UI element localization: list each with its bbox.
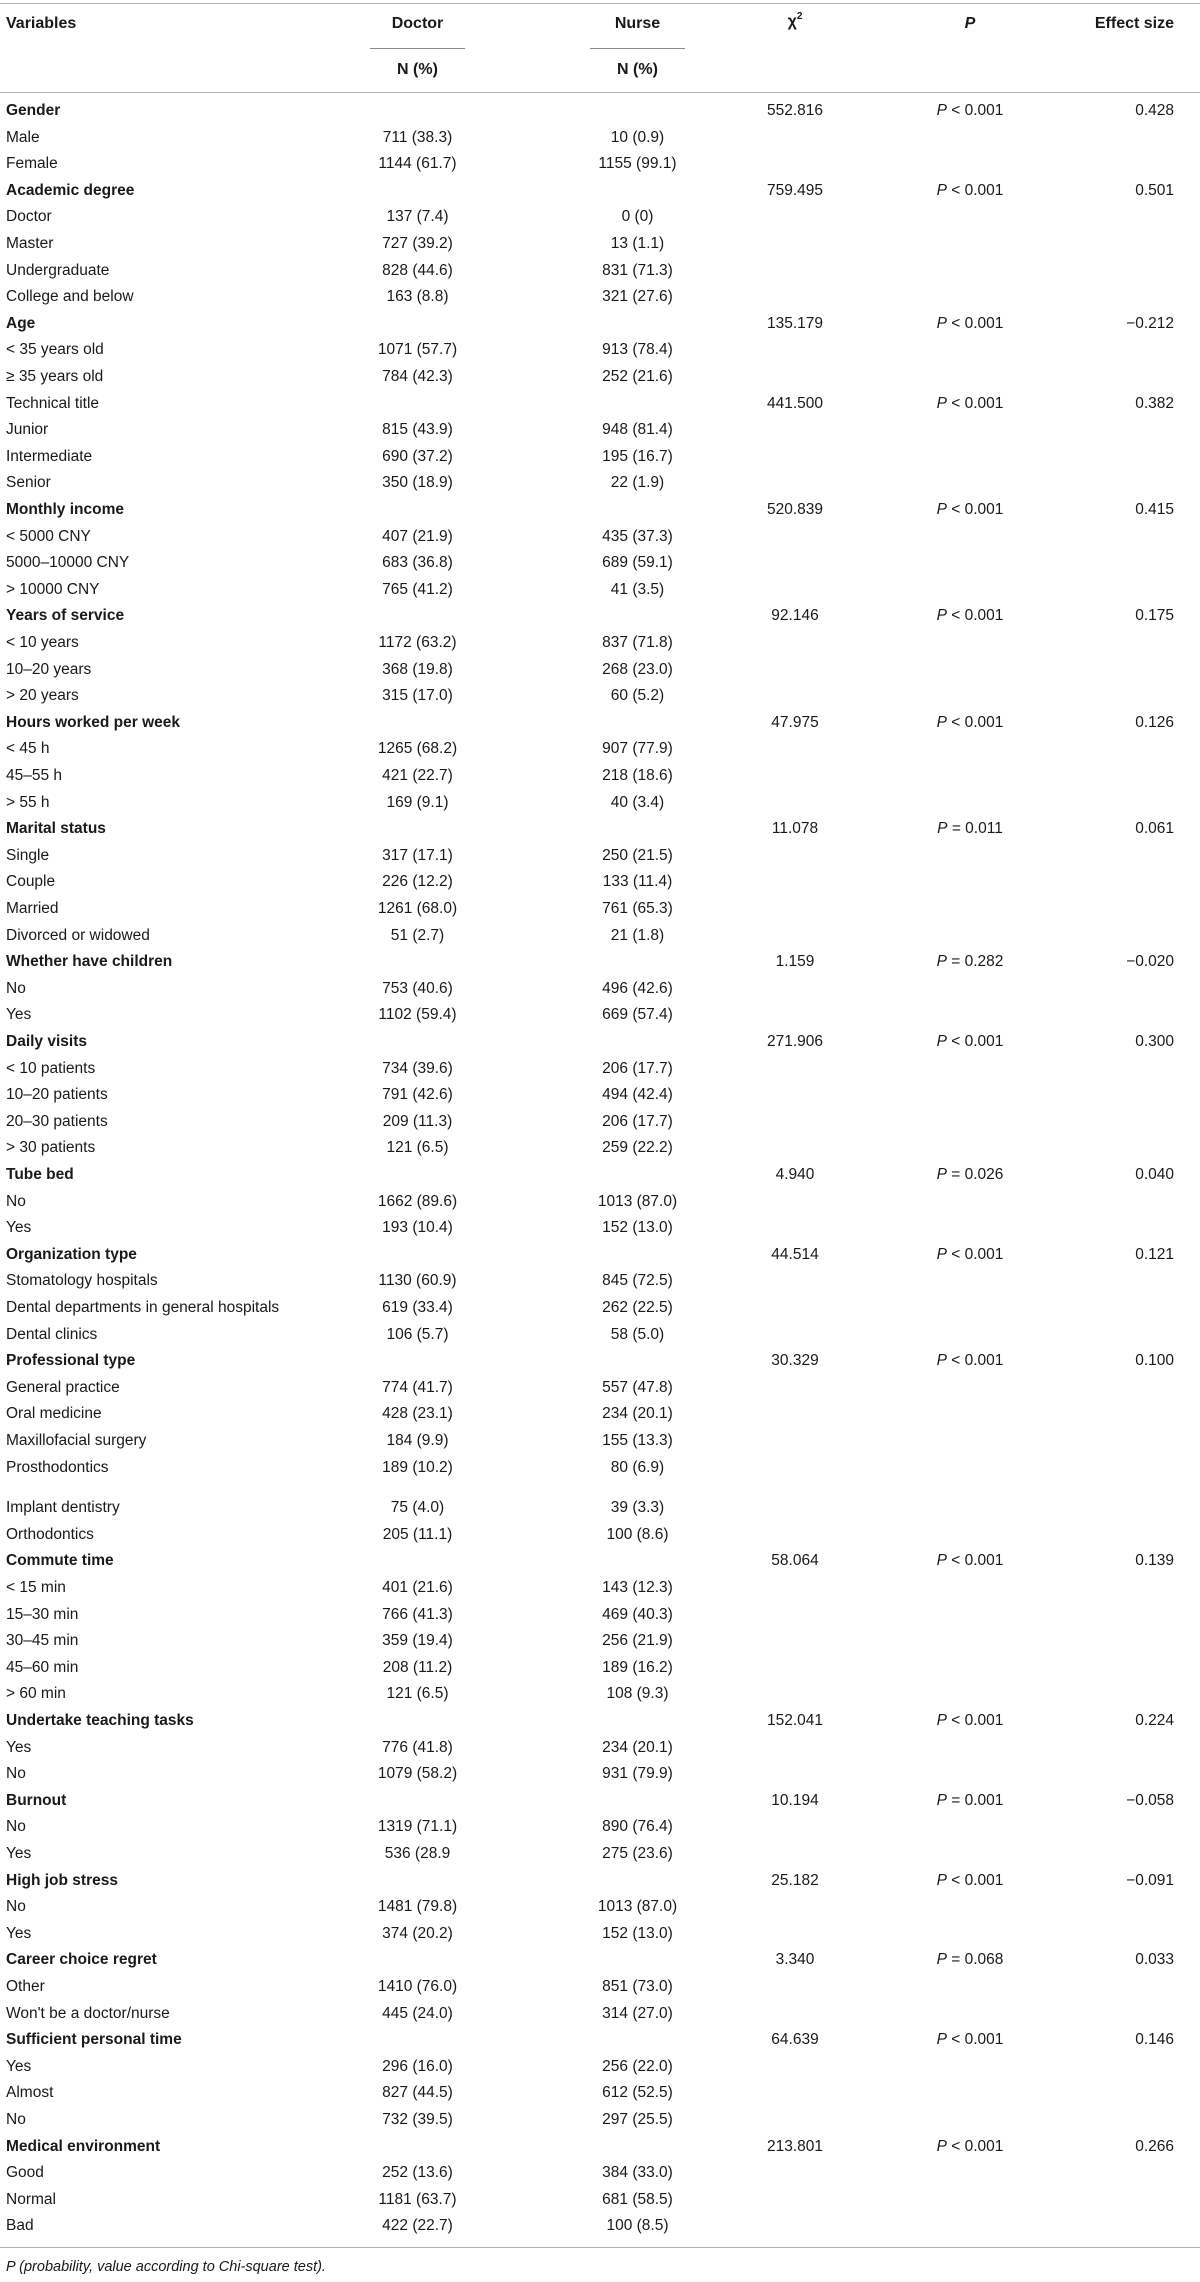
p-value: P < 0.001	[936, 607, 1004, 625]
chi-square-value: 520.839	[766, 501, 824, 518]
table-bottom-rule	[0, 2247, 1200, 2248]
nurse-count: 195 (16.7)	[602, 447, 673, 465]
category-label: Implant dentistry	[6, 1499, 120, 1517]
effect-size-value: 0.415	[1135, 501, 1174, 518]
effect-size-value: 0.266	[1135, 2137, 1174, 2155]
nurse-count: 10 (0.9)	[610, 128, 665, 146]
nurse-count: 1155 (99.1)	[598, 155, 677, 173]
variable-heading: High job stress	[6, 1871, 118, 1889]
header-chi-square: $\chi^2$	[787, 11, 803, 30]
nurse-count: 314 (27.0)	[602, 2004, 673, 2022]
nurse-count: 39 (3.3)	[610, 1499, 665, 1517]
doctor-count: 428 (23.1)	[382, 1405, 453, 1423]
effect-size-value: −0.020	[1126, 953, 1174, 971]
category-label: > 30 patients	[6, 1139, 96, 1157]
chi-square-value: 47.975	[771, 713, 819, 731]
doctor-count: 732 (39.5)	[382, 2111, 453, 2128]
doctor-count: 1662 (89.6)	[377, 1192, 458, 1210]
category-label: No	[6, 2111, 26, 2128]
effect-size-value: 0.040	[1135, 1166, 1174, 1183]
variable-heading: Organization type	[6, 1245, 137, 1263]
effect-size-value: 0.382	[1135, 394, 1174, 412]
nurse-count: 234 (20.1)	[602, 1405, 673, 1423]
nurse-count: 218 (18.6)	[602, 767, 673, 784]
nurse-count: 21 (1.8)	[610, 926, 665, 944]
nurse-count: 206 (17.7)	[602, 1112, 673, 1130]
doctor-count: 208 (11.2)	[382, 1658, 453, 1676]
nurse-count: 80 (6.9)	[610, 1458, 665, 1476]
nurse-count: 40 (3.4)	[610, 793, 665, 811]
chi-square-value: 10.194	[771, 1791, 819, 1809]
chi-square-value: 441.500	[766, 394, 824, 412]
doctor-count: 137 (7.4)	[386, 208, 449, 226]
doctor-count: 374 (20.2)	[382, 1924, 453, 1942]
category-label: 30–45 min	[6, 1632, 79, 1650]
nurse-count: 41 (3.5)	[610, 580, 665, 598]
chi-square-value: 44.514	[771, 1245, 819, 1263]
header-p: P	[964, 15, 976, 32]
variable-heading: Technical title	[6, 394, 100, 412]
category-label: < 45 h	[6, 740, 50, 758]
nurse-count: 612 (52.5)	[602, 2084, 673, 2102]
category-label: Yes	[6, 1738, 32, 1756]
nurse-count: 297 (25.5)	[602, 2111, 673, 2128]
doctor-count: 536 (28.9	[384, 1845, 451, 1862]
effect-size-value: 0.224	[1135, 1712, 1174, 1729]
nurse-count: 0 (0)	[621, 208, 654, 226]
category-label: < 35 years old	[6, 341, 104, 359]
p-value: P = 0.011	[937, 820, 1003, 838]
category-label: 10–20 patients	[6, 1086, 108, 1104]
doctor-count: 422 (22.7)	[382, 2217, 453, 2235]
variable-heading: Whether have children	[6, 953, 173, 971]
variable-heading: Career choice regret	[6, 1951, 157, 1969]
chi-square-value: 135.179	[766, 314, 824, 332]
doctor-count: 359 (19.4)	[382, 1632, 453, 1650]
effect-size-value: 0.061	[1135, 820, 1174, 838]
nurse-count: 256 (22.0)	[602, 2057, 673, 2075]
header-npct-nurse: N (%)	[617, 61, 658, 78]
chi-square-value: 58.064	[771, 1552, 819, 1570]
category-label: Yes	[6, 1924, 32, 1942]
doctor-count: 121 (6.5)	[386, 1139, 449, 1157]
doctor-count: 690 (37.2)	[382, 447, 453, 465]
nurse-count: 189 (16.2)	[602, 1658, 673, 1676]
effect-size-value: 0.428	[1135, 102, 1174, 119]
effect-size-value: 0.139	[1135, 1552, 1174, 1570]
p-value: P < 0.001	[936, 314, 1004, 332]
p-value: P < 0.001	[936, 501, 1004, 518]
category-label: No	[6, 979, 26, 997]
nurse-count: 100 (8.5)	[606, 2217, 669, 2235]
nurse-count: 1013 (87.0)	[597, 1898, 678, 1916]
category-label: 20–30 patients	[6, 1112, 108, 1130]
nurse-count: 469 (40.3)	[602, 1605, 673, 1623]
chi-square-value: 92.146	[771, 607, 819, 625]
doctor-count: 1071 (57.7)	[377, 341, 458, 359]
doctor-count: 445 (24.0)	[382, 2004, 453, 2022]
doctor-count: 184 (9.9)	[386, 1432, 449, 1449]
variable-heading: Monthly income	[6, 501, 124, 518]
doctor-count: 1144 (61.7)	[378, 155, 457, 173]
p-value: P = 0.026	[936, 1166, 1004, 1183]
category-label: Master	[6, 235, 54, 252]
nurse-count: 496 (42.6)	[602, 979, 673, 997]
doctor-count: 226 (12.2)	[382, 873, 453, 891]
chi-square-value: 4.940	[775, 1166, 815, 1183]
variable-heading: Medical environment	[6, 2137, 161, 2155]
p-value: P < 0.001	[936, 1245, 1004, 1263]
category-label: Good	[6, 2164, 44, 2182]
effect-size-value: 0.033	[1135, 1951, 1174, 1969]
nurse-count: 256 (21.9)	[602, 1632, 673, 1650]
category-label: < 10 patients	[6, 1059, 96, 1077]
category-label: Stomatology hospitals	[6, 1272, 158, 1290]
variable-heading: Age	[6, 314, 36, 332]
chi-square-value: 152.041	[766, 1712, 824, 1729]
effect-size-value: −0.212	[1126, 314, 1174, 332]
doctor-count: 766 (41.3)	[382, 1605, 453, 1623]
chi-square-value: 11.078	[771, 820, 819, 838]
p-value: P < 0.001	[936, 713, 1004, 731]
category-label: Dental clinics	[6, 1325, 98, 1343]
chi-square-value: 3.340	[775, 1951, 815, 1969]
variable-heading: Tube bed	[6, 1166, 74, 1183]
category-label: Intermediate	[6, 447, 93, 465]
nurse-count: 60 (5.2)	[610, 687, 665, 705]
doctor-count: 765 (41.2)	[382, 580, 453, 598]
doctor-count: 1172 (63.2)	[378, 634, 457, 651]
category-label: College and below	[6, 288, 134, 306]
category-label: 45–60 min	[6, 1658, 79, 1676]
category-label: Married	[6, 900, 59, 917]
doctor-count: 827 (44.5)	[382, 2084, 453, 2102]
doctor-count: 317 (17.1)	[382, 846, 453, 864]
variable-heading: Daily visits	[6, 1033, 87, 1050]
variable-heading: Sufficient personal time	[6, 2031, 182, 2049]
doctor-count: 163 (8.8)	[386, 288, 449, 306]
nurse-count: 681 (58.5)	[602, 2190, 673, 2208]
doctor-count: 169 (9.1)	[386, 793, 449, 811]
nurse-count: 259 (22.2)	[602, 1139, 673, 1157]
nurse-count: 890 (76.4)	[602, 1818, 673, 1836]
p-value: P < 0.001	[936, 2137, 1004, 2155]
category-label: No	[6, 1765, 26, 1783]
doctor-count: 1102 (59.4)	[378, 1006, 457, 1024]
p-value: P < 0.001	[936, 394, 1004, 412]
doctor-count: 791 (42.6)	[382, 1086, 453, 1104]
doctor-count: 734 (39.6)	[382, 1059, 453, 1077]
doctor-count: 407 (21.9)	[382, 527, 453, 545]
doctor-count: 421 (22.7)	[382, 767, 453, 784]
category-label: > 10000 CNY	[6, 580, 100, 598]
nurse-count: 22 (1.9)	[610, 474, 665, 492]
nurse-count: 761 (65.3)	[602, 900, 673, 917]
doctor-count: 350 (18.9)	[382, 474, 453, 492]
category-label: No	[6, 1818, 26, 1836]
chi-square-value: 213.801	[766, 2137, 824, 2155]
doctor-count: 368 (19.8)	[382, 660, 453, 678]
category-label: Yes	[6, 2057, 32, 2075]
nurse-count: 907 (77.9)	[602, 740, 673, 758]
nurse-count: 845 (72.5)	[602, 1272, 673, 1290]
chi-square-value: 64.639	[771, 2031, 819, 2049]
variable-heading: Professional type	[6, 1352, 136, 1370]
effect-size-value: 0.126	[1135, 713, 1174, 731]
doctor-count: 1261 (68.0)	[377, 900, 458, 917]
doctor-header-underline	[370, 48, 465, 49]
category-label: < 10 years	[6, 634, 79, 651]
category-label: Divorced or widowed	[6, 926, 150, 944]
nurse-count: 262 (22.5)	[602, 1299, 673, 1316]
doctor-count: 315 (17.0)	[382, 687, 453, 705]
doctor-count: 784 (42.3)	[382, 368, 453, 385]
table-top-rule	[0, 3, 1200, 4]
doctor-count: 727 (39.2)	[382, 235, 453, 252]
p-value: P = 0.282	[936, 953, 1004, 971]
category-label: Doctor	[6, 208, 52, 226]
chi-square-value: 271.906	[766, 1033, 824, 1050]
category-label: Prosthodontics	[6, 1458, 109, 1476]
category-label: Senior	[6, 474, 51, 492]
chi-square-value: 25.182	[771, 1871, 819, 1889]
header-effect-size: Effect size	[1094, 15, 1174, 32]
doctor-count: 619 (33.4)	[382, 1299, 453, 1316]
doctor-count: 252 (13.6)	[382, 2164, 453, 2182]
doctor-count: 774 (41.7)	[382, 1378, 453, 1396]
category-label: Bad	[6, 2217, 34, 2235]
nurse-count: 252 (21.6)	[602, 368, 673, 385]
category-label: No	[6, 1192, 26, 1210]
header-bottom-rule	[0, 92, 1200, 93]
nurse-count: 234 (20.1)	[602, 1738, 673, 1756]
doctor-count: 209 (11.3)	[382, 1112, 453, 1130]
variable-heading: Hours worked per week	[6, 713, 181, 731]
doctor-count: 401 (21.6)	[382, 1579, 453, 1596]
nurse-count: 435 (37.3)	[602, 527, 673, 545]
table-footnote: P (probability, value according to Chi-square test).	[6, 2259, 326, 2275]
nurse-count: 100 (8.6)	[606, 1525, 669, 1543]
nurse-count: 206 (17.7)	[602, 1059, 673, 1077]
doctor-count: 121 (6.5)	[386, 1685, 449, 1703]
effect-size-value: 0.100	[1135, 1352, 1174, 1370]
doctor-count: 683 (36.8)	[382, 554, 453, 572]
nurse-count: 155 (13.3)	[602, 1432, 673, 1449]
category-label: 45–55 h	[6, 767, 63, 784]
effect-size-value: 0.300	[1135, 1033, 1174, 1050]
category-label: Couple	[6, 873, 56, 891]
header-variables: Variables	[6, 15, 77, 32]
variable-heading: Academic degree	[6, 181, 135, 199]
nurse-count: 152 (13.0)	[602, 1219, 673, 1237]
category-label: General practice	[6, 1378, 120, 1396]
doctor-count: 1410 (76.0)	[377, 1978, 458, 1995]
nurse-count: 689 (59.1)	[602, 554, 673, 572]
category-label: < 5000 CNY	[6, 527, 91, 545]
nurse-count: 108 (9.3)	[606, 1685, 669, 1703]
doctor-count: 1181 (63.7)	[378, 2190, 457, 2208]
nurse-count: 13 (1.1)	[610, 235, 665, 252]
effect-size-value: −0.058	[1126, 1791, 1174, 1809]
nurse-count: 275 (23.6)	[602, 1845, 673, 1862]
doctor-count: 189 (10.2)	[382, 1458, 453, 1476]
category-label: Orthodontics	[6, 1525, 94, 1543]
p-value: P < 0.001	[936, 1352, 1004, 1370]
category-label: Normal	[6, 2190, 56, 2208]
category-label: Junior	[6, 421, 49, 439]
category-label: > 55 h	[6, 793, 50, 811]
doctor-count: 1130 (60.9)	[378, 1272, 457, 1290]
doctor-count: 776 (41.8)	[382, 1738, 453, 1756]
chi-square-value: 759.495	[766, 181, 824, 199]
chi-square-value: 30.329	[771, 1352, 819, 1370]
effect-size-value: 0.146	[1135, 2031, 1174, 2049]
doctor-count: 51 (2.7)	[390, 926, 445, 944]
effect-size-value: 0.175	[1135, 607, 1174, 625]
category-label: Undergraduate	[6, 261, 110, 279]
nurse-count: 143 (12.3)	[602, 1579, 673, 1596]
doctor-count: 296 (16.0)	[382, 2057, 453, 2075]
doctor-count: 1265 (68.2)	[377, 740, 458, 758]
nurse-count: 913 (78.4)	[602, 341, 673, 359]
p-value: P < 0.001	[936, 1871, 1004, 1889]
category-label: Female	[6, 155, 58, 173]
nurse-count: 948 (81.4)	[602, 421, 673, 439]
nurse-count: 133 (11.4)	[602, 873, 673, 891]
category-label: Dental departments in general hospitals	[6, 1299, 280, 1316]
doctor-count: 815 (43.9)	[382, 421, 453, 439]
p-value: P = 0.001	[936, 1791, 1004, 1809]
nurse-count: 837 (71.8)	[602, 634, 673, 651]
category-label: 10–20 years	[6, 660, 92, 678]
chi-square-value: 1.159	[775, 953, 815, 971]
variable-heading: Burnout	[6, 1791, 67, 1809]
nurse-count: 557 (47.8)	[602, 1378, 673, 1396]
p-value: P = 0.068	[936, 1951, 1004, 1969]
nurse-count: 250 (21.5)	[602, 846, 673, 864]
category-label: 15–30 min	[6, 1605, 79, 1623]
category-label: > 60 min	[6, 1685, 66, 1703]
nurse-count: 931 (79.9)	[602, 1765, 673, 1783]
doctor-count: 711 (38.3)	[382, 128, 453, 146]
category-label: Other	[6, 1978, 45, 1995]
category-label: Male	[6, 128, 40, 146]
variable-heading: Commute time	[6, 1552, 114, 1570]
category-label: Won't be a doctor/nurse	[6, 2004, 170, 2022]
p-value: P < 0.001	[936, 1033, 1004, 1050]
category-label: Oral medicine	[6, 1405, 102, 1423]
variable-heading: Undertake teaching tasks	[6, 1712, 194, 1729]
doctor-count: 1319 (71.1)	[377, 1818, 458, 1836]
header-nurse: Nurse	[614, 15, 661, 32]
doctor-count: 205 (11.1)	[382, 1525, 453, 1543]
category-label: Yes	[6, 1845, 32, 1862]
doctor-count: 75 (4.0)	[390, 1499, 445, 1517]
header-doctor: Doctor	[391, 15, 444, 32]
doctor-count: 193 (10.4)	[382, 1219, 453, 1237]
nurse-count: 851 (73.0)	[602, 1978, 673, 1995]
category-label: Yes	[6, 1006, 32, 1024]
doctor-count: 828 (44.6)	[382, 261, 453, 279]
variable-heading: Marital status	[6, 820, 106, 838]
category-label: Single	[6, 846, 50, 864]
p-value: P < 0.001	[936, 102, 1004, 119]
doctor-count: 1079 (58.2)	[377, 1765, 458, 1783]
nurse-count: 321 (27.6)	[602, 288, 673, 306]
category-label: ≥ 35 years old	[6, 368, 104, 385]
variable-heading: Gender	[6, 102, 61, 119]
doctor-count: 753 (40.6)	[382, 979, 453, 997]
nurse-count: 384 (33.0)	[602, 2164, 673, 2182]
category-label: 5000–10000 CNY	[6, 554, 130, 572]
nurse-count: 494 (42.4)	[602, 1086, 673, 1104]
p-value: P < 0.001	[936, 1552, 1004, 1570]
nurse-count: 831 (71.3)	[602, 261, 673, 279]
category-label: Almost	[6, 2084, 54, 2102]
category-label: > 20 years	[6, 687, 79, 705]
category-label: Yes	[6, 1219, 32, 1237]
nurse-count: 58 (5.0)	[610, 1325, 665, 1343]
category-label: < 15 min	[6, 1579, 66, 1596]
p-value: P < 0.001	[936, 181, 1004, 199]
nurse-count: 268 (23.0)	[602, 660, 673, 678]
chi-square-value: 552.816	[766, 102, 824, 119]
p-value: P < 0.001	[936, 2031, 1004, 2049]
doctor-count: 106 (5.7)	[386, 1325, 449, 1343]
nurse-count: 152 (13.0)	[602, 1924, 673, 1942]
effect-size-value: 0.501	[1135, 181, 1174, 199]
variable-heading: Years of service	[6, 607, 125, 625]
effect-size-value: −0.091	[1126, 1871, 1174, 1889]
doctor-count: 1481 (79.8)	[377, 1898, 458, 1916]
nurse-count: 669 (57.4)	[602, 1006, 673, 1024]
p-value: P < 0.001	[936, 1712, 1004, 1729]
effect-size-value: 0.121	[1135, 1245, 1174, 1263]
category-label: No	[6, 1898, 26, 1916]
nurse-header-underline	[590, 48, 685, 49]
header-npct-doctor: N (%)	[397, 61, 438, 78]
nurse-count: 1013 (87.0)	[597, 1192, 678, 1210]
category-label: Maxillofacial surgery	[6, 1432, 147, 1449]
